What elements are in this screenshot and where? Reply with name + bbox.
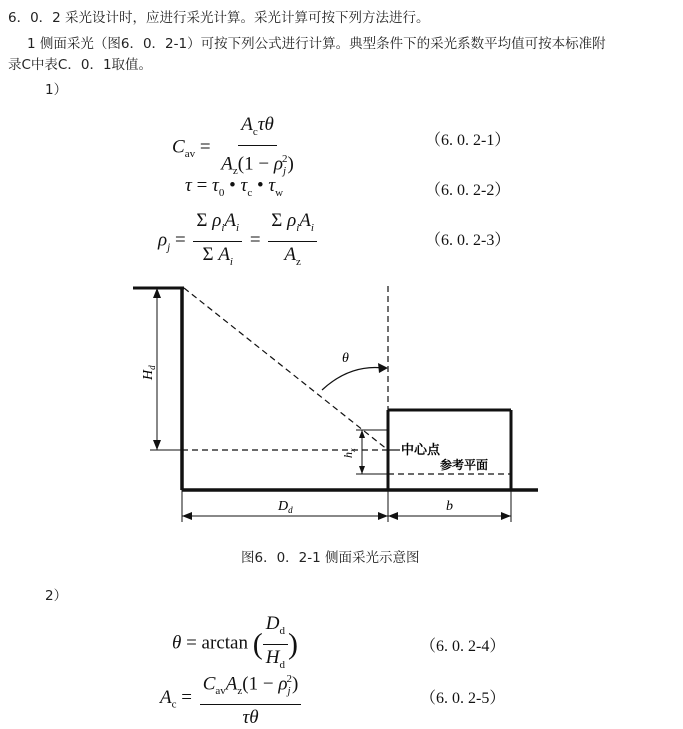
equation-number-4: （6. 0. 2-4） (420, 638, 506, 655)
label-center-point: 中心点 (401, 443, 441, 458)
paragraph-line-1: 1 侧面采光（图6．0．2-1）可按下列公式进行计算。典型条件下的采光系数平均值可按本标准附 (27, 36, 606, 52)
label-dd: $D_d$ (278, 499, 293, 515)
side-lighting-diagram (0, 272, 683, 572)
formula-a-c: $A_c$ = $\frac{C_{av}A_z(1 - \rho_j^2)}{\tau\theta}$ (160, 668, 304, 729)
list-item-1: 1） (45, 82, 68, 98)
label-theta: θ (342, 351, 349, 366)
list-item-2: 2） (45, 588, 68, 604)
label-reference-plane: 参考平面 (440, 458, 489, 472)
formula-tau: $\tau = \tau_0$ • $\tau_c$ • $\tau_w$ (185, 175, 284, 199)
label-b: b (446, 499, 453, 514)
formula-theta: θ = arctan ( $\frac{D_d}{H_d}$ ) (172, 613, 298, 671)
label-hd: $H_d$ (141, 365, 157, 380)
equation-number-1: （6. 0. 2-1） (425, 132, 511, 149)
label-hx: $h_x$ (341, 448, 357, 458)
equation-number-5: （6. 0. 2-5） (420, 690, 506, 707)
figure-caption: 图6．0．2-1 侧面采光示意图 (241, 550, 420, 566)
equation-number-2: （6. 0. 2-2） (425, 182, 511, 199)
section-heading: 6．0．2 采光设计时，应进行采光计算。采光计算可按下列方法进行。 (8, 10, 430, 26)
formula-c-av: $C_{av}$ = $\frac{A_c\tau\theta}{A_z(1 - \rho_j^2)}$ (172, 114, 294, 177)
equation-number-3: （6. 0. 2-3） (425, 232, 511, 249)
formula-rho-j: $\rho_j$ = $\frac{\Sigma \rho_iA_i}{\Sigma A_i}$ = $\frac{\Sigma \rho_iA_i}{A_z}$ (158, 210, 320, 273)
paragraph-line-2: 录C中表C．0．1取值。 (8, 57, 153, 73)
